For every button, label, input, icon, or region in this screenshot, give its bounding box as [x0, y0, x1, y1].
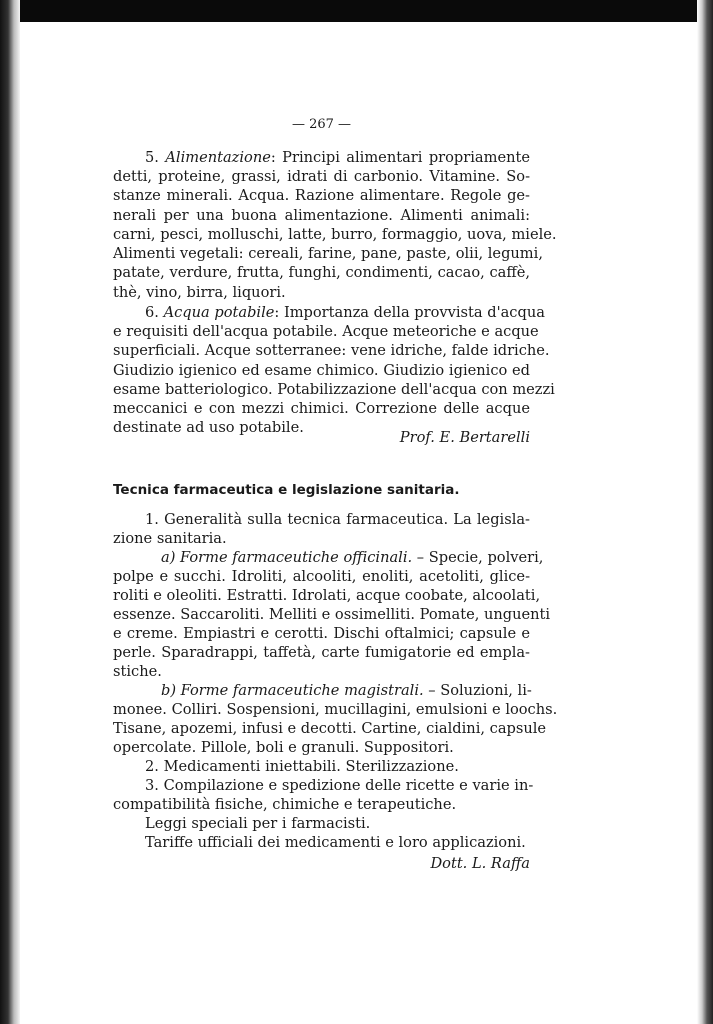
text-line: Giudizio igienico ed esame chimico. Giudizio igienico ed — [113, 362, 530, 379]
text-line: 1. Generalità sulla tecnica farmaceutica. La legisla- — [145, 511, 530, 528]
text-line: monee. Colliri. Sospensioni, mucillagini, emulsioni e loochs. — [113, 701, 558, 718]
text-run: – Specie, polveri, — [412, 549, 544, 566]
text-line: stiche. — [113, 663, 162, 680]
text-line: compatibilità fisiche, chimiche e terapeutiche. — [113, 796, 457, 813]
scan-left-edge — [0, 0, 20, 1024]
subsection-a-line — [113, 548, 544, 567]
text-line: Leggi speciali per i farmacisti. — [145, 815, 371, 832]
text-line: 2. Medicamenti iniettabili. Sterilizzazione. — [145, 758, 459, 775]
page-number: — 267 — — [291, 117, 352, 132]
text-line: e creme. Empiastri e cerotti. Dischi oftalmici; capsule e — [113, 625, 530, 642]
signature-raffa: Dott. L. Raffa — [430, 855, 530, 872]
text-line: detti, proteine, grassi, idrati di carbonio. Vitamine. So- — [113, 168, 530, 185]
text-line: roliti e oleoliti. Estratti. Idrolati, acque coobate, alcoolati, — [113, 587, 541, 604]
section-heading: Tecnica farmaceutica e legislazione sanitaria. — [113, 482, 460, 498]
text-run: : Importanza della provvista d'acqua — [274, 304, 545, 321]
scan-top-border — [0, 0, 713, 22]
paragraph-6-line — [113, 303, 545, 322]
text-line: destinate ad uso potabile. — [113, 419, 304, 436]
text-line: patate, verdure, frutta, funghi, condimenti, cacao, caffè, — [113, 264, 530, 281]
text-line: opercolate. Pillole, boli e granuli. Suppositori. — [113, 739, 454, 756]
signature-bertarelli: Prof. E. Bertarelli — [399, 429, 530, 446]
text-line: Tariffe ufficiali dei medicamenti e loro applicazioni. — [145, 834, 526, 851]
text-line: Alimenti vegetali: cereali, farine, pane, paste, olii, legumi, — [113, 245, 543, 262]
text-line: zione sanitaria. — [113, 530, 227, 547]
text-line: thè, vino, birra, liquori. — [113, 284, 286, 301]
text-line: e requisiti dell'acqua potabile. Acque meteoriche e acque — [113, 323, 539, 340]
text-line: polpe e succhi. Idroliti, alcooliti, enoliti, acetoliti, glice- — [113, 568, 530, 585]
scan-right-edge — [697, 0, 713, 1024]
text-line: perle. Sparadrappi, taffetà, carte fumigatorie ed empla- — [113, 644, 530, 661]
subsection-b-line — [113, 681, 530, 700]
text-line: meccanici e con mezzi chimici. Correzione delle acque — [113, 400, 530, 417]
text-line: essenze. Saccaroliti. Melliti e ossimelliti. Pomate, unguenti — [113, 606, 551, 623]
text-line: Tisane, apozemi, infusi e decotti. Cartine, cialdini, capsule — [113, 720, 547, 737]
item-title: Acqua potabile — [163, 304, 275, 321]
text-line: nerali per una buona alimentazione. Alimenti animali: — [113, 207, 530, 224]
text-line: esame batteriologico. Potabilizzazione dell'acqua con mezzi — [113, 381, 555, 398]
item-number: 6. — [145, 304, 159, 321]
subsection-title: b) Forme farmaceutiche magistrali. — [161, 682, 424, 699]
text-run: – Soluzioni, li- — [423, 682, 532, 699]
paragraph-5-line — [113, 148, 530, 167]
text-line: 3. Compilazione e spedizione delle ricette e varie in- — [145, 777, 534, 794]
text-line: stanze minerali. Acqua. Razione alimentare. Regole ge- — [113, 187, 530, 204]
text-line: carni, pesci, molluschi, latte, burro, formaggio, uova, miele. — [113, 226, 557, 243]
item-title: Alimentazione — [165, 149, 271, 166]
subsection-title: a) Forme farmaceutiche officinali. — [161, 549, 413, 566]
text-line: superficiali. Acque sotterranee: vene idriche, falde idriche. — [113, 342, 550, 359]
text-run: : Principi alimentari propriamente — [270, 149, 530, 166]
item-number: 5. — [145, 149, 159, 166]
